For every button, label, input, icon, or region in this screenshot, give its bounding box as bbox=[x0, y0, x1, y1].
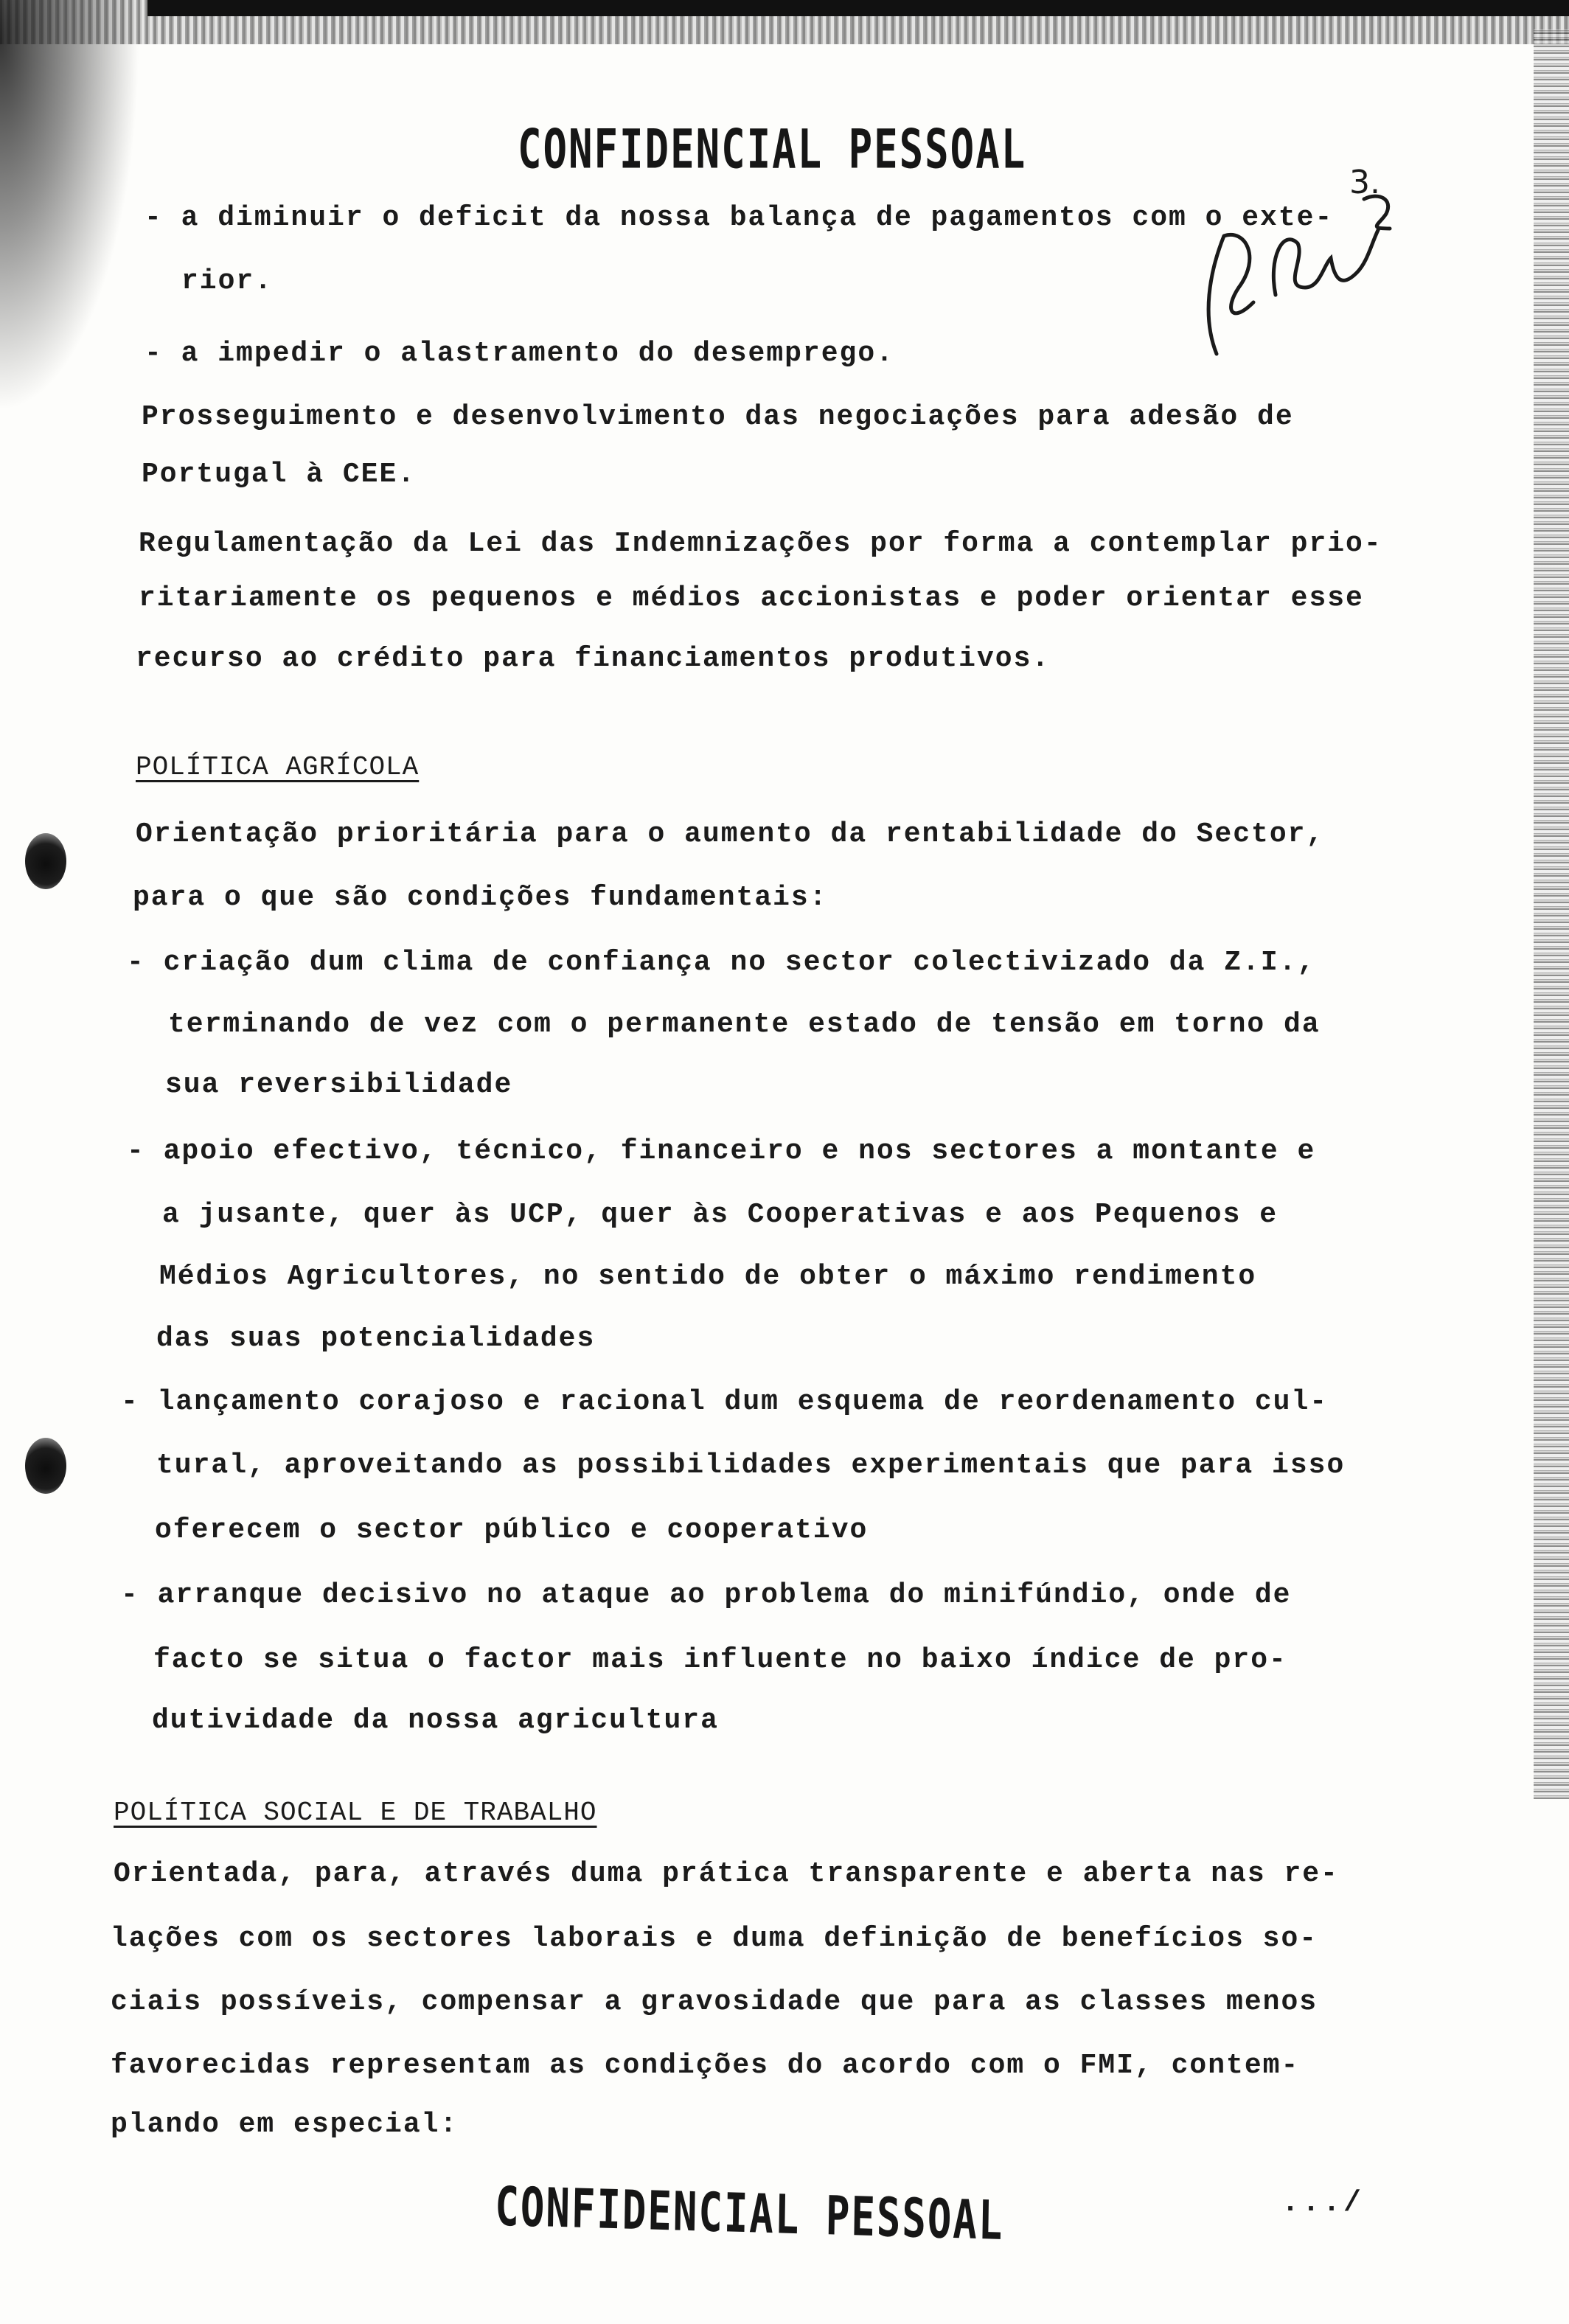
punch-hole-icon bbox=[25, 1438, 66, 1494]
list-item: - arranque decisivo no ataque ao problema do minifúndio, onde de bbox=[121, 1579, 1292, 1611]
list-item: - lançamento corajoso e racional dum esquema de reordenamento cul- bbox=[121, 1386, 1329, 1418]
text-line: dutividade da nossa agricultura bbox=[152, 1705, 719, 1736]
text-line: rior. bbox=[181, 265, 274, 297]
scan-border-top bbox=[147, 0, 1569, 16]
continuation-mark: .../ bbox=[1281, 2187, 1365, 2220]
text-line: ciais possíveis, compensar a gravosidade que para as classes menos bbox=[111, 1986, 1318, 2018]
text-line: facto se situa o factor mais influente no baixo índice de pro- bbox=[153, 1644, 1287, 1676]
confidential-stamp-bottom: CONFIDENCIAL PESSOAL bbox=[494, 2175, 1005, 2252]
text-line: - a impedir o alastramento do desemprego. bbox=[145, 338, 894, 369]
text-line: recurso ao crédito para financiamentos produtivos. bbox=[136, 643, 1051, 675]
text-line: para o que são condições fundamentais: bbox=[133, 882, 828, 914]
text-line: das suas potencialidades bbox=[156, 1323, 596, 1354]
section-heading-social: POLÍTICA SOCIAL E DE TRABALHO bbox=[114, 1798, 597, 1828]
list-item: - apoio efectivo, técnico, financeiro e nos sectores a montante e bbox=[127, 1135, 1316, 1167]
text-line: a jusante, quer às UCP, quer às Cooperativas e aos Pequenos e bbox=[162, 1199, 1278, 1231]
scan-noise-right bbox=[1534, 29, 1569, 1799]
text-line: - a diminuir o deficit da nossa balança de pagamentos com o exte- bbox=[145, 202, 1334, 234]
text-line: Médios Agricultores, no sentido de obter o máximo rendimento bbox=[159, 1261, 1257, 1293]
text-line: lações com os sectores laborais e duma definição de benefícios so- bbox=[111, 1923, 1318, 1955]
text-line: ritariamente os pequenos e médios accionistas e poder orientar esse bbox=[139, 582, 1364, 614]
text-line: tural, aproveitando as possibilidades experimentais que para isso bbox=[156, 1450, 1346, 1481]
text-line: plando em especial: bbox=[111, 2109, 459, 2140]
text-line: oferecem o sector público e cooperativo bbox=[155, 1514, 869, 1546]
text-line: favorecidas representam as condições do acordo com o FMI, contem- bbox=[111, 2050, 1300, 2081]
text-line: Orientação prioritária para o aumento da rentabilidade do Sector, bbox=[136, 818, 1325, 850]
text-line: Orientada, para, através duma prática transparente e aberta nas re- bbox=[114, 1858, 1339, 1890]
section-heading-agricola: POLÍTICA AGRÍCOLA bbox=[136, 752, 420, 782]
text-line: sua reversibilidade bbox=[165, 1069, 513, 1101]
punch-hole-icon bbox=[25, 833, 66, 889]
confidential-stamp-top: CONFIDENCIAL PESSOAL bbox=[518, 118, 1027, 181]
page-number: 3. bbox=[1349, 164, 1380, 201]
text-line: Regulamentação da Lei das Indemnizações por forma a contemplar prio- bbox=[139, 528, 1382, 560]
list-item: - criação dum clima de confiança no sector colectivizado da Z.I., bbox=[127, 947, 1316, 978]
text-line: terminando de vez com o permanente estado de tensão em torno da bbox=[168, 1009, 1321, 1040]
scan-noise-left bbox=[0, 0, 140, 413]
text-line: Prosseguimento e desenvolvimento das negociações para adesão de bbox=[142, 401, 1294, 433]
text-line: Portugal à CEE. bbox=[142, 459, 417, 490]
